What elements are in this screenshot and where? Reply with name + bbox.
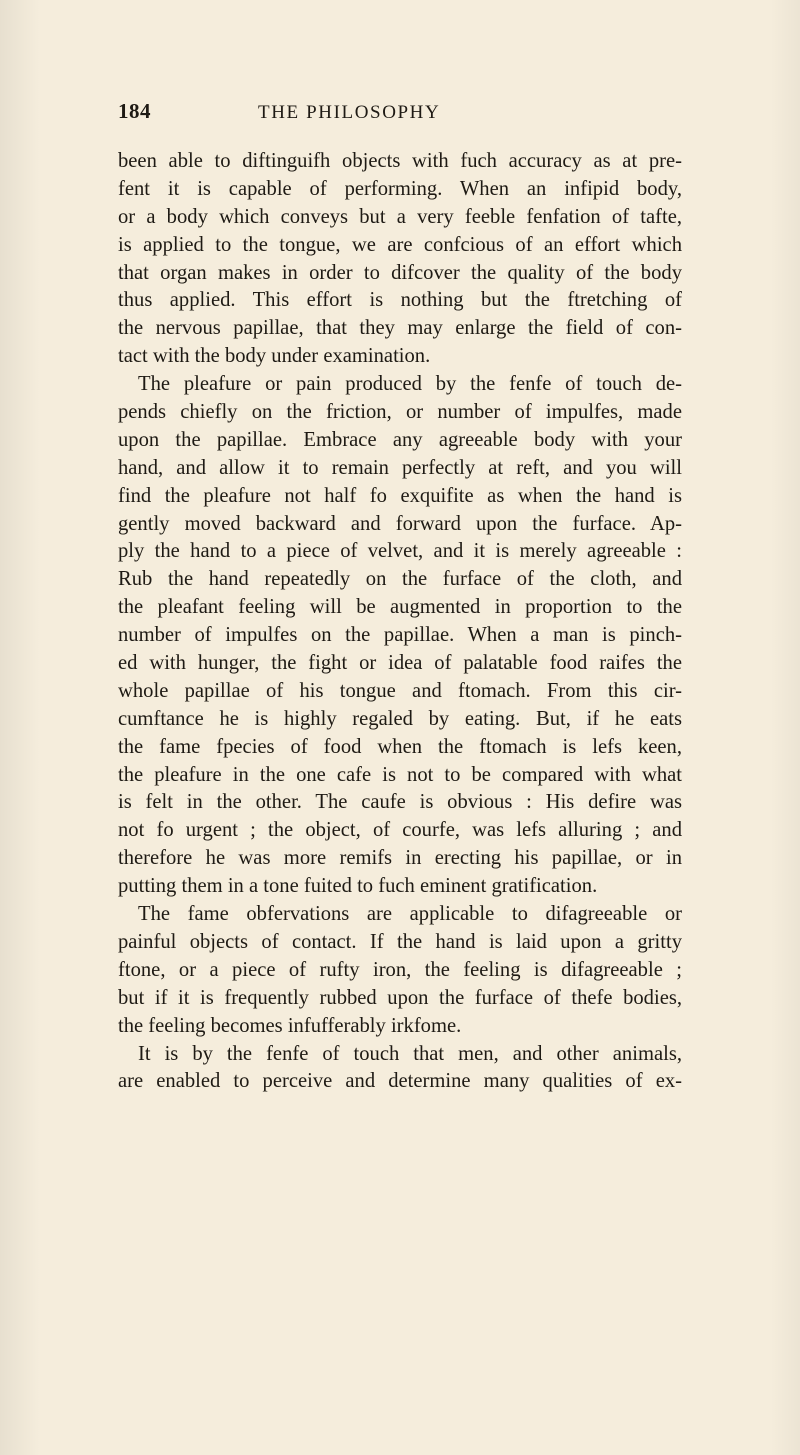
text-line: the nervous papillae, that they may enlarge the field of con- [118,317,682,340]
text-line: ed with hunger, the fight or idea of palatable food raifes the [118,652,682,675]
running-title: THE PHILOSOPHY [258,102,441,123]
text-line: the pleafure in the one cafe is not to be compared with what [118,763,682,786]
text-line: ftone, or a piece of rufty iron, the feeling is difagreeable ; [118,958,682,981]
text-line: painful objects of contact. If the hand is laid upon a gritty [118,930,682,953]
text-line: putting them in a tone fuited to fuch eminent gratification. [118,875,598,898]
text-line: upon the papillae. Embrace any agreeable body with your [118,428,682,451]
text-line: is felt in the other. The caufe is obvious : His defire was [118,791,682,814]
text-line: The fame obfervations are applicable to difagreeable or [138,903,682,926]
text-line: tact with the body under examination. [118,345,431,368]
page-header [118,100,700,130]
text-line: hand, and allow it to remain perfectly at reft, and you will [118,456,682,479]
text-line: number of impulfes on the papillae. When a man is pinch- [118,624,682,647]
text-line: therefore he was more remifs in erecting his papillae, or in [118,847,682,870]
text-line: or a body which conveys but a very feeble fenfation of tafte, [118,205,682,228]
text-line: are enabled to perceive and determine many qualities of ex- [118,1070,682,1093]
text-line: whole papillae of his tongue and ftomach. From this cir- [118,679,682,702]
text-line: It is by the fenfe of touch that men, and other animals, [138,1042,682,1065]
text-line: pends chiefly on the friction, or number of impulfes, made [118,401,682,424]
text-line: find the pleafure not half fo exquifite as when the hand is [118,484,682,507]
text-line: been able to diftinguifh objects with fuch accuracy as at pre- [118,150,682,172]
text-line: not fo urgent ; the object, of courfe, was lefs alluring ; and [118,819,682,842]
text-line: thus applied. This effort is nothing but the ftretching of [118,289,682,312]
body-text [118,148,682,1096]
page-number: 184 [118,99,151,123]
text-line: that organ makes in order to difcover the quality of the body [118,261,682,284]
text-line: cumftance he is highly regaled by eating. But, if he eats [118,707,682,730]
text-line: fent it is capable of performing. When an infipid body, [118,177,682,200]
text-line: is applied to the tongue, we are confcious of an effort which [118,233,682,256]
text-line: the fame fpecies of food when the ftomach is lefs keen, [118,735,682,758]
text-line: Rub the hand repeatedly on the furface of the cloth, and [118,568,682,591]
text-line: but if it is frequently rubbed upon the furface of thefe bodies, [118,986,682,1009]
text-line: the feeling becomes infufferably irkfome. [118,1014,462,1037]
text-line: The pleafure or pain produced by the fenfe of touch de- [138,373,682,396]
text-line: gently moved backward and forward upon the furface. Ap- [118,512,682,535]
text-line: the pleafant feeling will be augmented in proportion to the [118,596,682,619]
text-line: ply the hand to a piece of velvet, and it is merely agreeable : [118,540,682,563]
